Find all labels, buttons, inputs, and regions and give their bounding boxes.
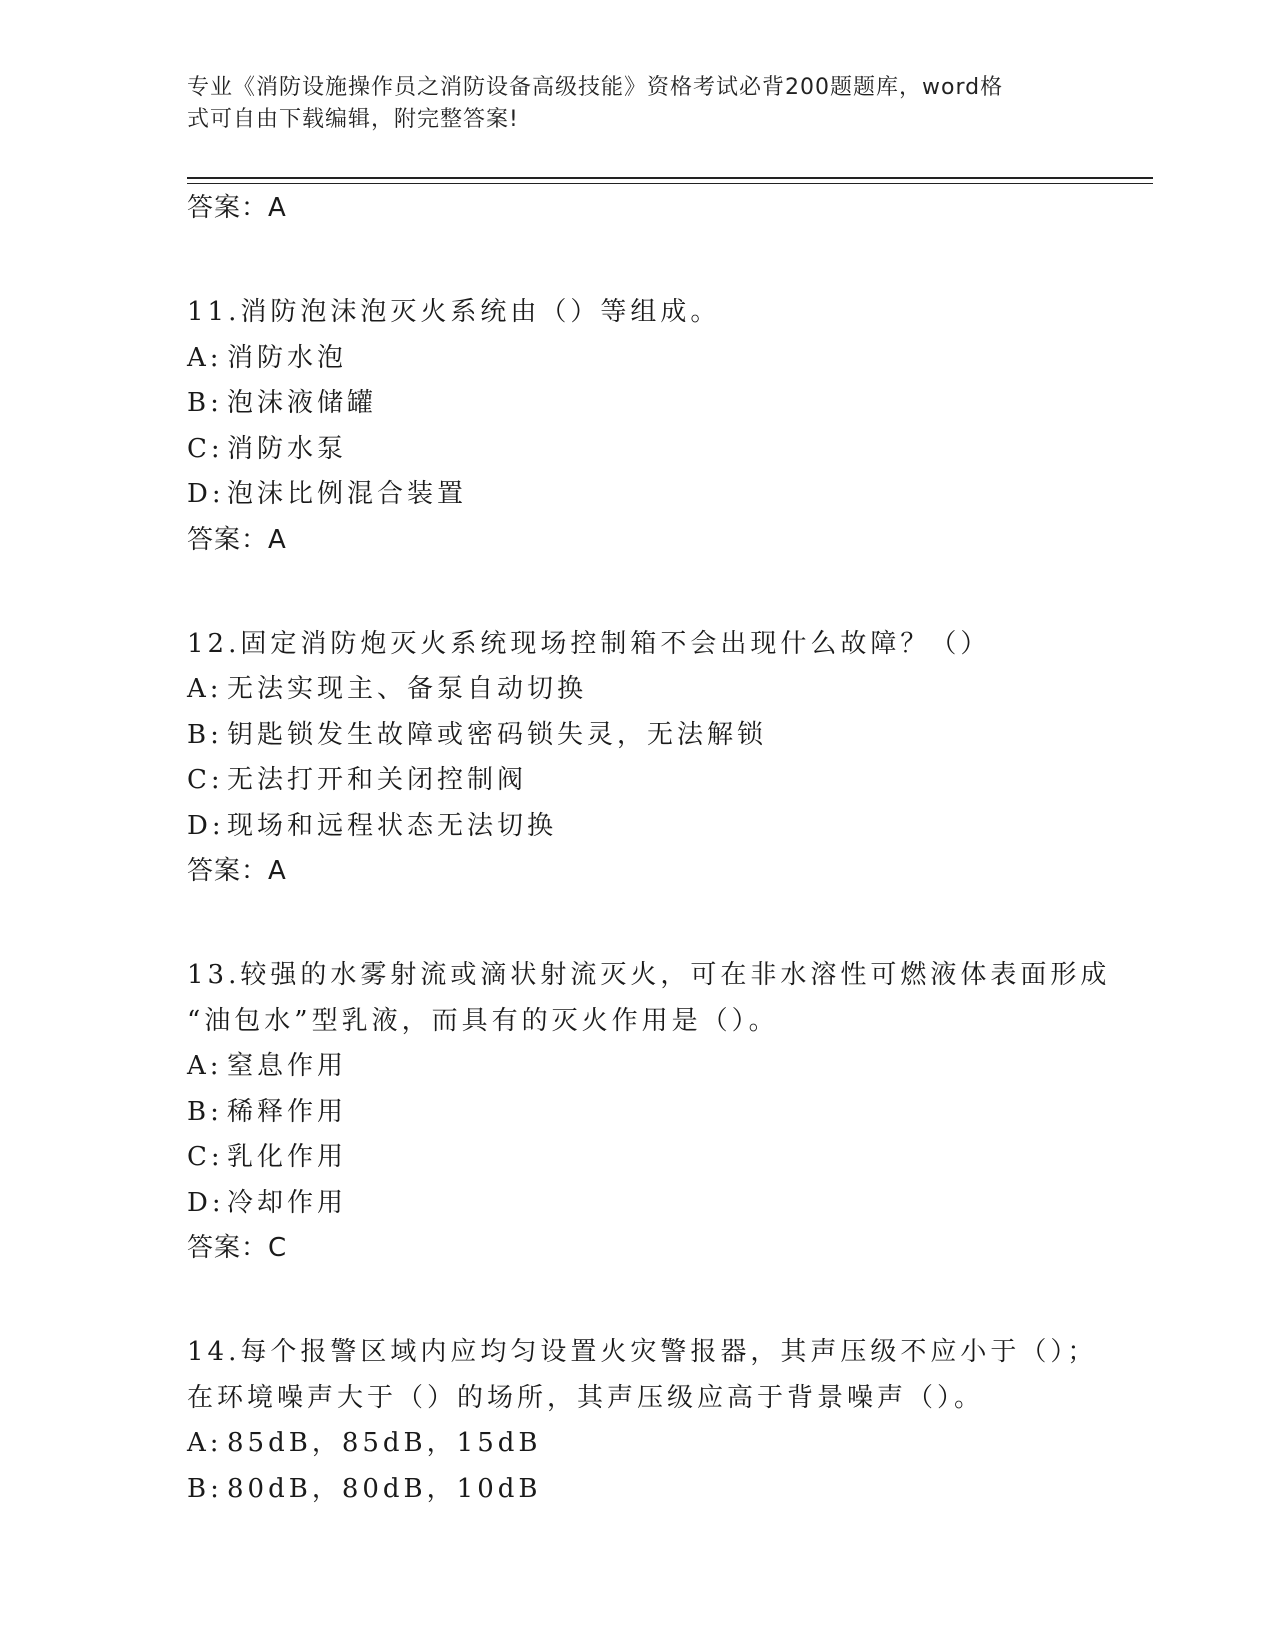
- option-text: 泡沫比例混合装置: [227, 479, 468, 509]
- option-label: D:: [187, 1187, 225, 1218]
- question-text: 11.消防泡沫泡灭火系统由（）等组成。: [187, 297, 721, 327]
- option-c: [187, 758, 1087, 804]
- question-text-continued: “油包水”型乳液，而具有的灭火作用是（）。: [187, 1005, 779, 1036]
- option-text: 85dB，85dB，15dB: [227, 1428, 542, 1458]
- option-label: B:: [187, 1473, 223, 1504]
- question-block: [187, 953, 1111, 1270]
- option-b: [187, 713, 1087, 759]
- option-text: 稀释作用: [227, 1096, 348, 1127]
- option-text: 现场和远程状态无法切换: [227, 810, 558, 841]
- question-block: [187, 290, 1087, 562]
- question-text: 14.每个报警区域内应均匀设置火灾警报器，其声压级不应小于（）；: [187, 1337, 1098, 1367]
- document-header: [187, 72, 1067, 136]
- option-label: D:: [187, 810, 225, 841]
- option-c: [187, 427, 1087, 473]
- question-text: 12.固定消防炮灭火系统现场控制箱不会出现什么故障？（）: [187, 628, 991, 659]
- option-a: [187, 1044, 1087, 1090]
- answer-line: 答案：A: [187, 856, 287, 886]
- question-list: [187, 186, 1111, 1512]
- answer-line: 答案：A: [187, 193, 287, 223]
- option-label: D:: [187, 479, 225, 509]
- option-label: C:: [187, 765, 224, 795]
- option-c: [187, 1135, 1087, 1181]
- option-b: [187, 1090, 1087, 1136]
- option-a: [187, 336, 1087, 382]
- answer-line: 答案：A: [187, 524, 287, 555]
- option-text: 无法实现主、备泵自动切换: [227, 674, 588, 704]
- option-text: 80dB，80dB，10dB: [227, 1473, 542, 1504]
- option-label: B:: [187, 1096, 223, 1127]
- option-text: 乳化作用: [227, 1142, 348, 1172]
- option-text: 消防水泵: [227, 433, 348, 464]
- answer-line: 答案：C: [187, 1233, 288, 1263]
- option-label: A:: [187, 674, 223, 704]
- option-text: 消防水泡: [227, 342, 348, 373]
- question-text-continued: 在环境噪声大于（）的场所，其声压级应高于背景噪声（）。: [187, 1382, 985, 1413]
- option-label: A:: [187, 1428, 223, 1458]
- option-b: [187, 381, 1087, 427]
- question-block: [187, 622, 1087, 894]
- option-label: C:: [187, 433, 224, 464]
- header-line-2: 式可自由下载编辑，附完整答案!: [187, 107, 519, 132]
- option-d: [187, 804, 1087, 850]
- header-rule-thick: [187, 177, 1153, 179]
- option-label: C:: [187, 1142, 224, 1172]
- option-b: [187, 1467, 1087, 1513]
- option-d: [187, 472, 1087, 518]
- header-rule-thin: [187, 183, 1153, 184]
- option-label: B:: [187, 388, 223, 418]
- header-line-1: 专业《消防设施操作员之消防设备高级技能》资格考试必背200题题库，word格: [187, 75, 1004, 100]
- question-text: 13.较强的水雾射流或滴状射流灭火，可在非水溶性可燃液体表面形成: [187, 960, 1111, 990]
- option-text: 钥匙锁发生故障或密码锁失灵，无法解锁: [227, 719, 768, 750]
- question-block: [187, 1330, 1098, 1512]
- option-d: [187, 1181, 1087, 1227]
- option-a: [187, 667, 1087, 713]
- option-text: 泡沫液储罐: [227, 388, 378, 418]
- option-label: B:: [187, 719, 223, 750]
- option-text: 冷却作用: [227, 1187, 348, 1218]
- option-label: A:: [187, 1051, 223, 1081]
- option-label: A:: [187, 342, 223, 373]
- option-text: 无法打开和关闭控制阀: [227, 765, 528, 795]
- option-text: 窒息作用: [227, 1051, 348, 1081]
- option-a: [187, 1421, 1087, 1467]
